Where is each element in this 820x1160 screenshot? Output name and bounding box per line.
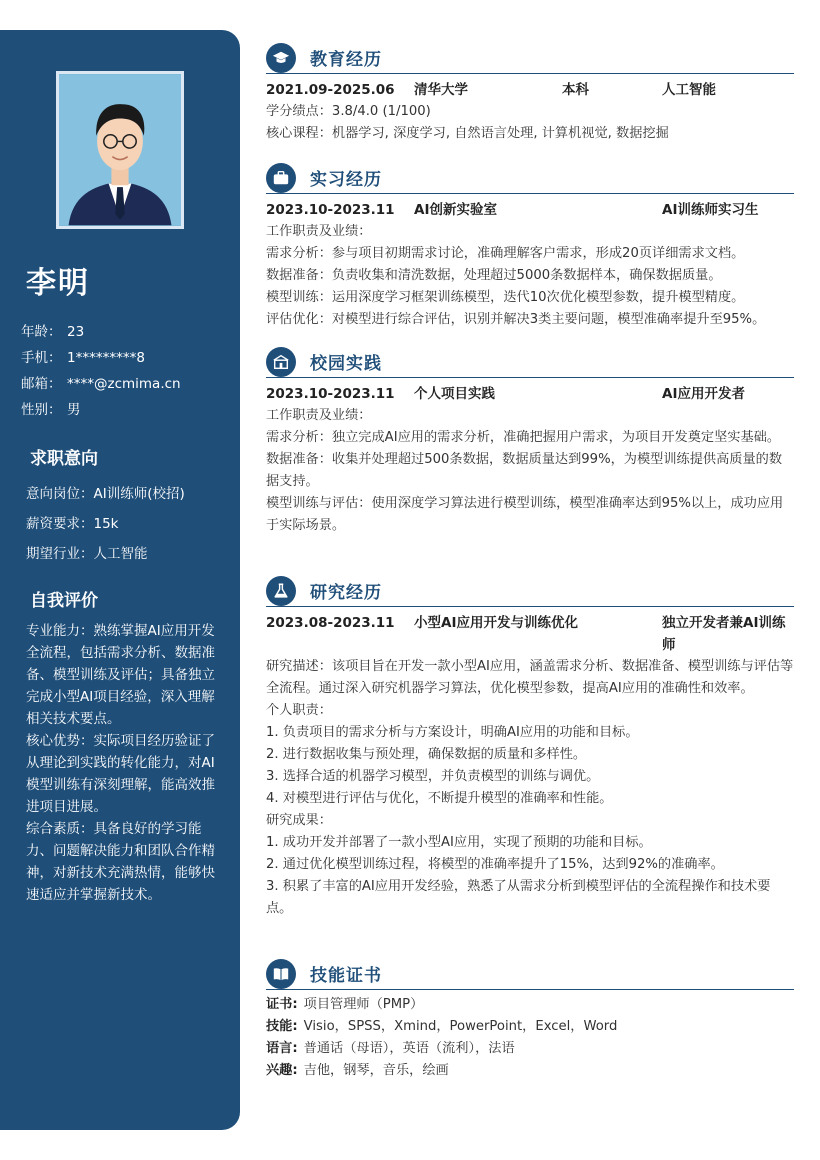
campus-header [266, 344, 794, 378]
research-line: 3. 积累了丰富的AI应用开发经验，熟悉了从需求分析到模型评估的全流程操作和技术要点。 [266, 879, 771, 916]
email-row [21, 371, 231, 397]
campus-row [266, 383, 794, 405]
internship-line: 评估优化：对模型进行综合评估，识别并解决3类主要问题，模型准确率提升至95%。 [266, 312, 766, 327]
skill-lang-value: 普通话（母语），英语（流利），法语 [303, 1041, 515, 1056]
internship-line: 数据准备：负责收集和清洗数据，处理超过5000条数据样本，确保数据质量。 [266, 268, 722, 283]
education-title: 教育经历 [310, 50, 382, 70]
campus-line: 模型训练与评估：使用深度学习算法进行模型训练，模型准确率达到95%以上，成功应用于实际场景。 [266, 496, 784, 533]
campus-title: 校园实践 [310, 354, 382, 374]
education-school: 清华大学 [414, 82, 468, 98]
campus-line: 需求分析：独立完成AI应用的需求分析，准确把握用户需求，为项目开发奠定坚实基础。 [266, 430, 781, 445]
research-project: 小型AI应用开发与训练优化 [414, 615, 578, 631]
skill-cert-value: 项目管理师（PMP） [303, 997, 424, 1012]
skill-tools-value: Visio，SPSS，Xmind，PowerPoint，Excel，Word [303, 1019, 618, 1034]
phone-label: 手机： [21, 350, 62, 366]
education-section [266, 40, 794, 145]
age-value: 23 [67, 324, 85, 340]
campus-line: 工作职责及业绩： [266, 408, 372, 423]
skill-tools-label: 技能: [266, 1019, 298, 1034]
self-eval-paragraph: 综合素质：具备良好的学习能力、问题解决能力和团队合作精神，对新技术充满热情，能够快速适应并掌握新技术。 [26, 821, 215, 903]
graduation-cap-icon [266, 43, 296, 73]
self-eval-paragraph: 核心优势：实际项目经历验证了从理论到实践的转化能力，对AI模型训练有深刻理解，能高效推进项目进展。 [26, 733, 215, 815]
education-major: 人工智能 [662, 82, 716, 98]
building-icon [266, 347, 296, 377]
skills-section [266, 956, 794, 1082]
campus-org: 个人项目实践 [414, 386, 495, 402]
gender-label: 性别： [21, 402, 62, 418]
internship-period: 2023.10-2023.11 [266, 202, 395, 218]
intent-industry: 期望行业：人工智能 [26, 546, 148, 562]
research-line: 3. 选择合适的机器学习模型，并负责模型的训练与调优。 [266, 769, 600, 784]
skill-cert-row [266, 994, 794, 1016]
education-gpa: 学分绩点：3.8/4.0 (1/100) [266, 104, 431, 119]
skills-header [266, 956, 794, 990]
research-line: 研究成果： [266, 813, 332, 828]
portrait-image [59, 74, 181, 226]
email-value: ****@zcmima.cn [67, 376, 181, 392]
intent-list [26, 479, 236, 569]
internship-line: 需求分析：参与项目初期需求讨论，准确理解客户需求，形成20页详细需求文档。 [266, 246, 745, 261]
candidate-name: 李明 [26, 266, 90, 301]
research-role: 独立开发者兼AI训练师 [662, 615, 786, 653]
self-eval-text [26, 620, 221, 906]
gender-value: 男 [67, 402, 81, 418]
phone-value: 1*********8 [67, 350, 145, 366]
basic-info [21, 319, 231, 423]
internship-role: AI训练师实习生 [662, 202, 759, 218]
research-title: 研究经历 [310, 583, 382, 603]
campus-role: AI应用开发者 [662, 386, 745, 402]
briefcase-icon [266, 163, 296, 193]
skill-lang-label: 语言: [266, 1041, 298, 1056]
flask-icon [266, 576, 296, 606]
profile-photo [56, 71, 184, 229]
education-courses: 核心课程：机器学习, 深度学习, 自然语言处理, 计算机视觉, 数据挖掘 [266, 126, 669, 141]
internship-org: AI创新实验室 [414, 202, 497, 218]
research-line: 1. 成功开发并部署了一款小型AI应用，实现了预期的功能和目标。 [266, 835, 652, 850]
education-header [266, 40, 794, 74]
research-line: 1. 负责项目的需求分析与方案设计，明确AI应用的功能和目标。 [266, 725, 639, 740]
research-line: 2. 通过优化模型训练过程，将模型的准确率提升了15%，达到92%的准确率。 [266, 857, 724, 872]
age-row [21, 319, 231, 345]
internship-row [266, 199, 794, 221]
book-icon [266, 959, 296, 989]
skill-hobby-row [266, 1060, 794, 1082]
intent-position: 意向岗位：AI训练师(校招) [26, 486, 185, 502]
skill-hobby-label: 兴趣: [266, 1063, 298, 1078]
phone-row [21, 345, 231, 371]
education-period: 2021.09-2025.06 [266, 82, 395, 98]
campus-line: 数据准备：收集并处理超过500条数据，数据质量达到99%，为模型训练提供高质量的数据支持。 [266, 452, 783, 489]
campus-period: 2023.10-2023.11 [266, 386, 395, 402]
sidebar [0, 30, 240, 1130]
skill-lang-row [266, 1038, 794, 1060]
campus-section [266, 344, 794, 537]
skill-hobby-value: 吉他，钢琴，音乐，绘画 [303, 1063, 449, 1078]
research-line: 个人职责： [266, 703, 332, 718]
email-label: 邮箱： [21, 376, 62, 392]
research-line: 2. 进行数据收集与预处理，确保数据的质量和多样性。 [266, 747, 587, 762]
research-header [266, 573, 794, 607]
intent-salary: 薪资要求：15k [26, 516, 119, 532]
internship-section [266, 160, 794, 331]
self-eval-paragraph: 专业能力：熟练掌握AI应用开发全流程，包括需求分析、数据准备、模型训练及评估；具备独立完成小型AI项目经验，深入理解相关技术要点。 [26, 623, 215, 727]
internship-line: 模型训练：运用深度学习框架训练模型，迭代10次优化模型参数，提升模型精度。 [266, 290, 745, 305]
research-section [266, 573, 794, 920]
age-label: 年龄： [21, 324, 62, 340]
research-line: 4. 对模型进行评估与优化，不断提升模型的准确率和性能。 [266, 791, 613, 806]
skill-tools-row [266, 1016, 794, 1038]
education-degree: 本科 [562, 82, 589, 98]
skill-cert-label: 证书: [266, 997, 298, 1012]
education-row [266, 79, 794, 101]
research-line: 研究描述：该项目旨在开发一款小型AI应用，涵盖需求分析、数据准备、模型训练与评估等全流程。通过深入研究机器学习算法，优化模型参数，提高AI应用的准确性和效率。 [266, 659, 794, 696]
research-period: 2023.08-2023.11 [266, 615, 395, 631]
gender-row [21, 397, 231, 423]
research-row [266, 612, 794, 656]
intent-title: 求职意向 [30, 449, 98, 469]
self-eval-title: 自我评价 [30, 591, 98, 611]
internship-header [266, 160, 794, 194]
skills-title: 技能证书 [310, 966, 382, 986]
internship-line: 工作职责及业绩： [266, 224, 372, 239]
internship-title: 实习经历 [310, 170, 382, 190]
